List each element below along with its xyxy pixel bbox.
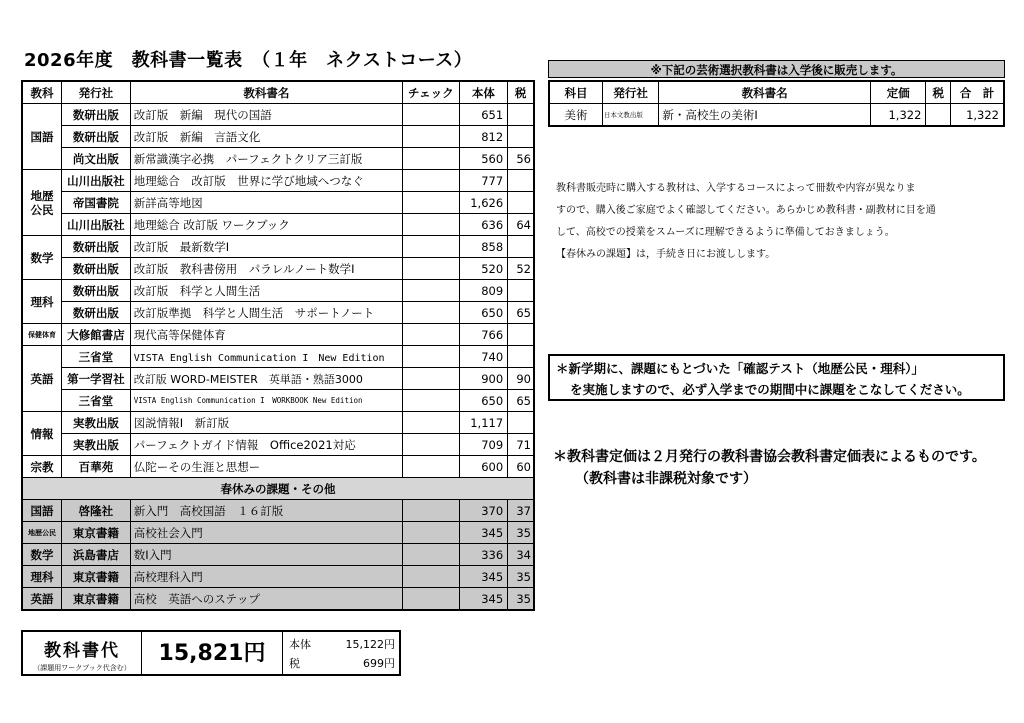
book-cell: 数Ⅰ入門 [130, 544, 402, 566]
art-header-book: 教科書名 [659, 81, 871, 104]
total-box [21, 630, 401, 676]
subject-cell: 数学 [22, 544, 61, 566]
table-row [22, 346, 534, 368]
check-cell[interactable] [402, 544, 459, 566]
book-cell: VISTA English Communication I New Edition [130, 346, 402, 368]
publisher-cell: 数研出版 [61, 258, 130, 280]
book-cell: パーフェクトガイド情報 Office2021対応 [130, 434, 402, 456]
book-cell: 新詳高等地図 [130, 192, 402, 214]
check-cell[interactable] [402, 588, 459, 611]
publisher-cell: 帝国書院 [61, 192, 130, 214]
publisher-cell: 東京書籍 [61, 522, 130, 544]
price-cell: 709 [459, 434, 508, 456]
check-cell[interactable] [402, 236, 459, 258]
table-row [22, 324, 534, 346]
price-cell: 336 [459, 544, 508, 566]
check-cell[interactable] [402, 412, 459, 434]
tax-label: 税 [289, 657, 300, 670]
book-cell: 図説情報Ⅰ 新訂版 [130, 412, 402, 434]
total-breakdown [283, 632, 399, 674]
price-cell: 812 [459, 126, 508, 148]
tax-cell: 35 [508, 566, 534, 588]
price-cell: 858 [459, 236, 508, 258]
price-cell: 636 [459, 214, 508, 236]
total-label-block [23, 632, 142, 674]
book-cell: 改訂版 教科書傍用 パラレルノート数学Ⅰ [130, 258, 402, 280]
price-cell: 345 [459, 566, 508, 588]
publisher-cell: 三省堂 [61, 390, 130, 412]
price-cell: 809 [459, 280, 508, 302]
publisher-cell: 実教出版 [61, 434, 130, 456]
book-cell: 高校理科入門 [130, 566, 402, 588]
table-row [22, 280, 534, 302]
book-cell: 新常識漢字必携 パーフェクトクリア三訂版 [130, 148, 402, 170]
book-cell: 改訂版 WORD-MEISTER 英単語・熟語3000 [130, 368, 402, 390]
table-row [22, 566, 534, 588]
art-header-tax: 税 [926, 81, 951, 104]
tax-cell [508, 192, 534, 214]
publisher-cell: 実教出版 [61, 412, 130, 434]
subject-cell: 数学 [22, 236, 61, 280]
base-value: 15,122円 [345, 638, 395, 651]
price-cell: 370 [459, 500, 508, 522]
publisher-cell: 数研出版 [61, 280, 130, 302]
publisher-cell: 数研出版 [61, 126, 130, 148]
book-cell: 改訂版 科学と人間生活 [130, 280, 402, 302]
price-cell: 766 [459, 324, 508, 346]
notice-line: を実施しますので、必ず入学までの期間中に課題をこなしてください。 [570, 382, 970, 397]
tax-cell: 35 [508, 522, 534, 544]
total-note: （課題用ワークブック代含む） [33, 664, 131, 672]
table-row [22, 170, 534, 192]
check-cell[interactable] [402, 566, 459, 588]
art-tax [926, 104, 951, 127]
art-header-price: 定価 [870, 81, 925, 104]
price-cell: 600 [459, 456, 508, 478]
spring-section-title: 春休みの課題・その他 [22, 478, 534, 500]
test-notice-box [548, 354, 1005, 401]
tax-cell: 60 [508, 456, 534, 478]
price-cell: 777 [459, 170, 508, 192]
publisher-cell: 百華苑 [61, 456, 130, 478]
check-cell[interactable] [402, 280, 459, 302]
book-cell: 改訂版 新編 言語文化 [130, 126, 402, 148]
book-cell: 仏陀ーその生涯と思想ー [130, 456, 402, 478]
table-row [22, 588, 534, 611]
publisher-cell: 東京書籍 [61, 566, 130, 588]
price-cell: 345 [459, 588, 508, 611]
publisher-cell: 東京書籍 [61, 588, 130, 611]
price-cell: 650 [459, 302, 508, 324]
table-row [22, 148, 534, 170]
check-cell[interactable] [402, 500, 459, 522]
subject-cell: 国語 [22, 500, 61, 522]
check-cell[interactable] [402, 522, 459, 544]
price-cell: 345 [459, 522, 508, 544]
check-cell[interactable] [402, 324, 459, 346]
table-header-row [22, 81, 534, 104]
info-line: すので、購入後ご家庭でよく確認してください。あらかじめ教科書・副教材に目を通 [556, 205, 936, 216]
art-header-sum: 合 計 [951, 81, 1004, 104]
header-publisher: 発行社 [61, 81, 130, 104]
book-cell: 改訂版 最新数学Ⅰ [130, 236, 402, 258]
book-cell: 新入門 高校国語 １６訂版 [130, 500, 402, 522]
header-tax: 税 [508, 81, 534, 104]
check-cell[interactable] [402, 126, 459, 148]
art-row [549, 104, 1004, 127]
art-subject: 美術 [549, 104, 602, 127]
header-book: 教科書名 [130, 81, 402, 104]
tax-cell: 56 [508, 148, 534, 170]
price-note-line: （教科書は非課税対象です） [575, 471, 757, 487]
subject-cell: 地歴公民 [22, 170, 61, 236]
table-row [22, 390, 534, 412]
textbook-table [21, 80, 535, 611]
art-header-subject: 科目 [549, 81, 602, 104]
info-line: して、高校での授業をスムーズに理解できるように準備しておきましょう。 [556, 227, 895, 238]
info-line: 【春休みの課題】は，手続き日にお渡しします。 [556, 249, 776, 260]
tax-cell: 90 [508, 368, 534, 390]
subject-cell: 理科 [22, 280, 61, 324]
spring-section-header [22, 478, 534, 500]
check-cell[interactable] [402, 346, 459, 368]
book-cell: 高校社会入門 [130, 522, 402, 544]
subject-cell: 宗教 [22, 456, 61, 478]
art-sum: 1,322 [951, 104, 1004, 127]
check-cell[interactable] [402, 192, 459, 214]
page-title: 2026年度 教科書一覧表 （１年 ネクストコース） [24, 50, 473, 71]
table-row [22, 302, 534, 324]
price-cell: 520 [459, 258, 508, 280]
art-notice-title: ※下記の芸術選択教科書は入学後に販売します。 [548, 60, 1005, 78]
tax-cell [508, 346, 534, 368]
book-cell: 改訂版準拠 科学と人間生活 サポートノート [130, 302, 402, 324]
book-cell: 地理総合 改訂版 世界に学び地域へつなぐ [130, 170, 402, 192]
price-cell: 1,626 [459, 192, 508, 214]
check-cell[interactable] [402, 456, 459, 478]
publisher-cell: 三省堂 [61, 346, 130, 368]
subject-cell: 理科 [22, 566, 61, 588]
publisher-cell: 数研出版 [61, 104, 130, 126]
publisher-cell: 数研出版 [61, 236, 130, 258]
table-row [22, 434, 534, 456]
tax-cell: 65 [508, 302, 534, 324]
book-cell: 現代高等保健体育 [130, 324, 402, 346]
tax-cell: 35 [508, 588, 534, 611]
price-cell: 900 [459, 368, 508, 390]
tax-cell: 64 [508, 214, 534, 236]
subject-cell: 英語 [22, 588, 61, 611]
publisher-cell: 山川出版社 [61, 170, 130, 192]
table-row [22, 192, 534, 214]
tax-cell: 65 [508, 390, 534, 412]
tax-cell [508, 280, 534, 302]
price-cell: 740 [459, 346, 508, 368]
check-cell[interactable] [402, 368, 459, 390]
tax-cell: 71 [508, 434, 534, 456]
publisher-cell: 第一学習社 [61, 368, 130, 390]
info-line: 教科書販売時に購入する教材は、入学するコースによって冊数や内容が異なりま [556, 183, 916, 194]
total-amount: 15,821円 [142, 632, 283, 674]
tax-cell [508, 324, 534, 346]
table-row [22, 544, 534, 566]
tax-cell: 52 [508, 258, 534, 280]
tax-cell [508, 236, 534, 258]
table-row [22, 522, 534, 544]
tax-cell [508, 126, 534, 148]
purchase-info [556, 178, 1016, 266]
subject-cell: 情報 [22, 412, 61, 456]
publisher-cell: 浜島書店 [61, 544, 130, 566]
tax-cell: 34 [508, 544, 534, 566]
subject-cell: 保健体育 [22, 324, 61, 346]
publisher-cell: 数研出版 [61, 302, 130, 324]
publisher-cell: 啓隆社 [61, 500, 130, 522]
subject-cell: 地歴公民 [22, 522, 61, 544]
tax-cell [508, 412, 534, 434]
art-textbook-table [548, 80, 1005, 127]
book-cell: 地理総合 改訂版 ワークブック [130, 214, 402, 236]
table-row [22, 126, 534, 148]
price-cell: 650 [459, 390, 508, 412]
price-cell: 651 [459, 104, 508, 126]
art-book: 新・高校生の美術Ⅰ [659, 104, 871, 127]
tax-cell [508, 104, 534, 126]
art-header-publisher: 発行社 [602, 81, 658, 104]
tax-value: 699円 [363, 657, 395, 670]
price-note [553, 446, 986, 490]
check-cell[interactable] [402, 104, 459, 126]
header-subject: 教科 [22, 81, 61, 104]
tax-cell [508, 170, 534, 192]
publisher-cell: 大修館書店 [61, 324, 130, 346]
subject-cell: 英語 [22, 346, 61, 412]
total-label: 教科書代 [44, 641, 120, 661]
check-cell[interactable] [402, 170, 459, 192]
header-check: チェック [402, 81, 459, 104]
book-cell: VISTA English Communication I WORKBOOK New Edition [130, 390, 402, 412]
table-row [22, 500, 534, 522]
book-cell: 改訂版 新編 現代の国語 [130, 104, 402, 126]
art-price: 1,322 [870, 104, 925, 127]
art-publisher: 日本文教出版 [602, 104, 658, 127]
price-cell: 560 [459, 148, 508, 170]
tax-cell: 37 [508, 500, 534, 522]
publisher-cell: 尚文出版 [61, 148, 130, 170]
notice-line: ＊新学期に、課題にもとづいた「確認テスト（地歴公民・理科）」 [556, 361, 925, 376]
table-row [22, 236, 534, 258]
check-cell[interactable] [402, 302, 459, 324]
table-row [22, 258, 534, 280]
subject-cell: 国語 [22, 104, 61, 170]
table-row [22, 456, 534, 478]
check-cell[interactable] [402, 148, 459, 170]
table-row [22, 368, 534, 390]
check-cell[interactable] [402, 434, 459, 456]
book-cell: 高校 英語へのステップ [130, 588, 402, 611]
table-row [22, 214, 534, 236]
check-cell[interactable] [402, 214, 459, 236]
table-row [22, 104, 534, 126]
check-cell[interactable] [402, 390, 459, 412]
art-header-row [549, 81, 1004, 104]
header-price: 本体 [459, 81, 508, 104]
check-cell[interactable] [402, 258, 459, 280]
publisher-cell: 山川出版社 [61, 214, 130, 236]
price-note-line: ＊教科書定価は２月発行の教科書協会教科書定価表によるものです。 [553, 449, 986, 465]
base-label: 本体 [289, 638, 311, 651]
price-cell: 1,117 [459, 412, 508, 434]
table-row [22, 412, 534, 434]
